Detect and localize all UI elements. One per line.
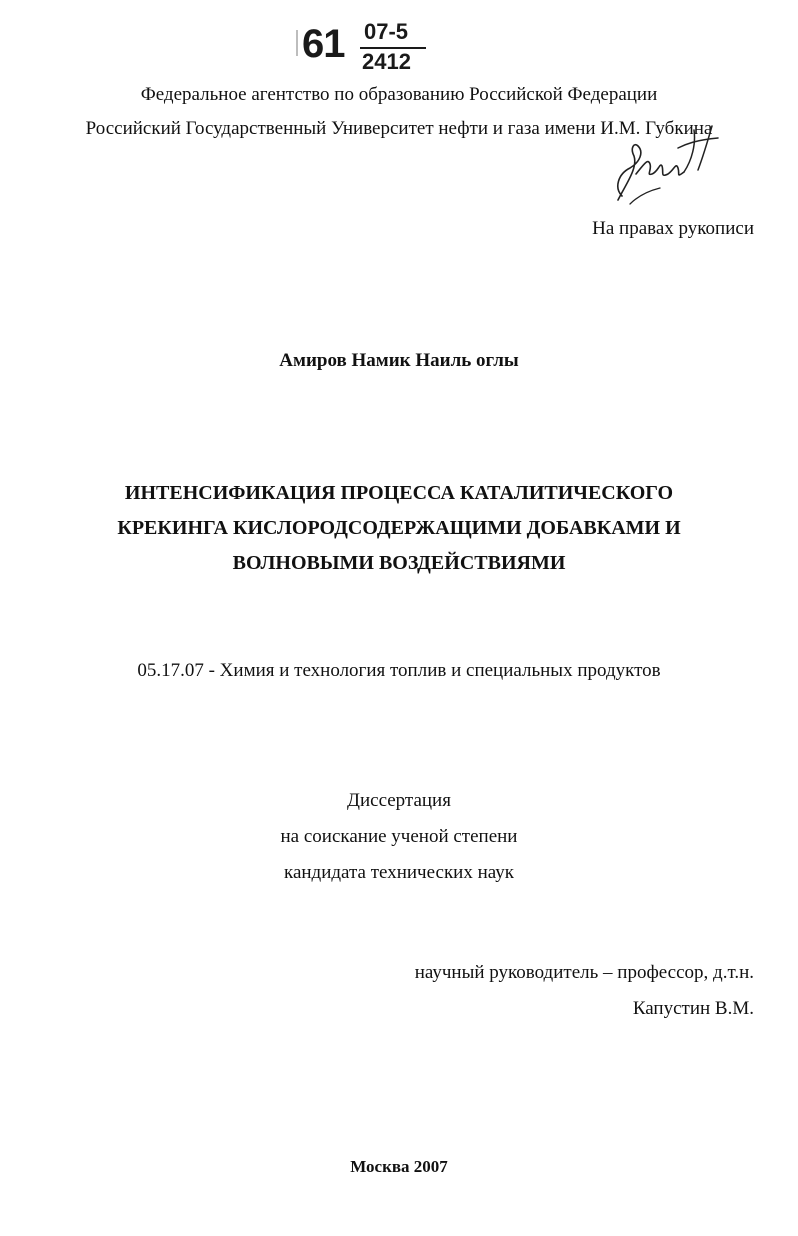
- university-name: Российский Государственный Университет нефти и газа имени И.М. Губкина: [85, 118, 713, 139]
- stamp-top-number: 07-5: [364, 19, 409, 44]
- city-year: Москва 2007: [350, 1157, 448, 1176]
- library-stamp: [300, 18, 430, 80]
- stamp-bottom-number: 2412: [362, 49, 411, 74]
- title-line: ВОЛНОВЫМИ ВОЗДЕЙСТВИЯМИ: [232, 552, 566, 574]
- supervisor-name: Капустин В.М.: [632, 998, 754, 1019]
- handwritten-signature-icon: [600, 118, 730, 208]
- agency-name: Федеральное агентство по образованию Российской Федерации: [140, 84, 658, 105]
- degree-line: на соискание ученой степени: [280, 826, 518, 847]
- degree-line: кандидата технических наук: [284, 862, 514, 883]
- title-line: КРЕКИНГА КИСЛОРОДСОДЕРЖАЩИМИ ДОБАВКАМИ И: [117, 517, 681, 539]
- specialty-code: 05.17.07 - Химия и технология топлив и специальных продуктов: [137, 660, 661, 681]
- title-line: ИНТЕНСИФИКАЦИЯ ПРОЦЕССА КАТАЛИТИЧЕСКОГО: [124, 482, 674, 504]
- degree-line: Диссертация: [347, 790, 451, 811]
- stamp-tick: [296, 30, 298, 56]
- supervisor-role: научный руководитель – профессор, д.т.н.: [414, 962, 754, 983]
- author-name: Амиров Намик Наиль оглы: [279, 350, 519, 371]
- manuscript-note: На правах рукописи: [592, 218, 754, 239]
- stamp-main-number: 61: [302, 22, 345, 66]
